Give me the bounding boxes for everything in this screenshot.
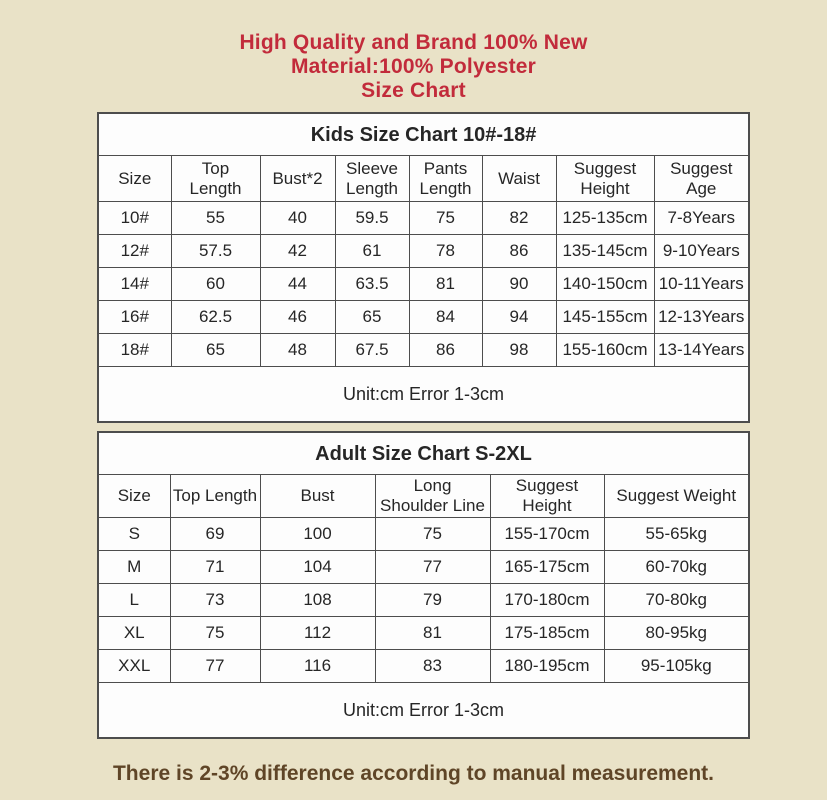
value-cell: 65 — [335, 301, 409, 334]
size-label-cell: L — [98, 584, 170, 617]
value-cell: 55-65kg — [604, 518, 749, 551]
size-label-cell: 12# — [98, 235, 171, 268]
value-cell: 79 — [375, 584, 490, 617]
unit-note: Unit:cm Error 1-3cm — [98, 367, 749, 423]
value-cell: 135-145cm — [556, 235, 654, 268]
value-cell: 78 — [409, 235, 482, 268]
adult-size-chart-table — [97, 431, 750, 739]
data-row — [98, 551, 749, 584]
value-cell: 86 — [482, 235, 556, 268]
value-cell: 7-8Years — [654, 202, 749, 235]
value-cell: 95-105kg — [604, 650, 749, 683]
value-cell: 57.5 — [171, 235, 260, 268]
value-cell: 42 — [260, 235, 335, 268]
data-row — [98, 518, 749, 551]
value-cell: 73 — [170, 584, 260, 617]
column-header-waist: Waist — [482, 156, 556, 202]
measurement-disclaimer: There is 2-3% difference according to manual measurement. — [112, 762, 715, 785]
value-cell: 65 — [171, 334, 260, 367]
header-line-quality: High Quality and Brand 100% New — [239, 31, 588, 54]
value-cell: 100 — [260, 518, 375, 551]
value-cell: 46 — [260, 301, 335, 334]
size-label-cell: XL — [98, 617, 170, 650]
column-header-bust-2: Bust*2 — [260, 156, 335, 202]
data-row — [98, 584, 749, 617]
size-label-cell: 10# — [98, 202, 171, 235]
title-row — [98, 432, 749, 475]
header-line-material: Material:100% Polyester — [290, 55, 537, 78]
column-header-sleeve-length: Sleeve Length — [335, 156, 409, 202]
size-label-cell: 16# — [98, 301, 171, 334]
value-cell: 94 — [482, 301, 556, 334]
value-cell: 70-80kg — [604, 584, 749, 617]
value-cell: 90 — [482, 268, 556, 301]
column-header-size: Size — [98, 156, 171, 202]
header-row — [98, 475, 749, 518]
value-cell: 170-180cm — [490, 584, 604, 617]
value-cell: 84 — [409, 301, 482, 334]
data-row — [98, 202, 749, 235]
value-cell: 40 — [260, 202, 335, 235]
value-cell: 61 — [335, 235, 409, 268]
header-row — [98, 156, 749, 202]
column-header-suggest-weight: Suggest Weight — [604, 475, 749, 518]
value-cell: 71 — [170, 551, 260, 584]
data-row — [98, 650, 749, 683]
value-cell: 44 — [260, 268, 335, 301]
size-label-cell: M — [98, 551, 170, 584]
value-cell: 55 — [171, 202, 260, 235]
data-row — [98, 268, 749, 301]
data-row — [98, 617, 749, 650]
value-cell: 155-160cm — [556, 334, 654, 367]
column-header-suggest-height: Suggest Height — [490, 475, 604, 518]
column-header-size: Size — [98, 475, 170, 518]
value-cell: 48 — [260, 334, 335, 367]
kids-size-chart-table — [97, 112, 750, 423]
value-cell: 75 — [170, 617, 260, 650]
column-header-suggest-age: Suggest Age — [654, 156, 749, 202]
data-row — [98, 301, 749, 334]
size-label-cell: S — [98, 518, 170, 551]
column-header-pants-length: Pants Length — [409, 156, 482, 202]
value-cell: 112 — [260, 617, 375, 650]
value-cell: 13-14Years — [654, 334, 749, 367]
value-cell: 59.5 — [335, 202, 409, 235]
unit-note: Unit:cm Error 1-3cm — [98, 683, 749, 739]
value-cell: 175-185cm — [490, 617, 604, 650]
header-line-size-chart: Size Chart — [361, 79, 466, 102]
value-cell: 145-155cm — [556, 301, 654, 334]
column-header-bust: Bust — [260, 475, 375, 518]
value-cell: 98 — [482, 334, 556, 367]
value-cell: 75 — [375, 518, 490, 551]
size-label-cell: 18# — [98, 334, 171, 367]
value-cell: 83 — [375, 650, 490, 683]
table-title: Kids Size Chart 10#-18# — [98, 113, 749, 156]
value-cell: 80-95kg — [604, 617, 749, 650]
value-cell: 125-135cm — [556, 202, 654, 235]
value-cell: 60-70kg — [604, 551, 749, 584]
note-row — [98, 367, 749, 423]
value-cell: 81 — [375, 617, 490, 650]
value-cell: 77 — [170, 650, 260, 683]
title-row — [98, 113, 749, 156]
value-cell: 81 — [409, 268, 482, 301]
data-row — [98, 235, 749, 268]
value-cell: 104 — [260, 551, 375, 584]
column-header-top-length: Top Length — [170, 475, 260, 518]
value-cell: 165-175cm — [490, 551, 604, 584]
value-cell: 86 — [409, 334, 482, 367]
value-cell: 12-13Years — [654, 301, 749, 334]
value-cell: 10-11Years — [654, 268, 749, 301]
column-header-top-length: Top Length — [171, 156, 260, 202]
value-cell: 155-170cm — [490, 518, 604, 551]
value-cell: 60 — [171, 268, 260, 301]
column-header-long-shoulder-line: Long Shoulder Line — [375, 475, 490, 518]
value-cell: 180-195cm — [490, 650, 604, 683]
value-cell: 108 — [260, 584, 375, 617]
value-cell: 67.5 — [335, 334, 409, 367]
value-cell: 116 — [260, 650, 375, 683]
value-cell: 9-10Years — [654, 235, 749, 268]
size-label-cell: XXL — [98, 650, 170, 683]
value-cell: 62.5 — [171, 301, 260, 334]
value-cell: 77 — [375, 551, 490, 584]
table-title: Adult Size Chart S-2XL — [98, 432, 749, 475]
value-cell: 82 — [482, 202, 556, 235]
value-cell: 63.5 — [335, 268, 409, 301]
value-cell: 69 — [170, 518, 260, 551]
size-label-cell: 14# — [98, 268, 171, 301]
note-row — [98, 683, 749, 739]
column-header-suggest-height: Suggest Height — [556, 156, 654, 202]
data-row — [98, 334, 749, 367]
value-cell: 75 — [409, 202, 482, 235]
header-block — [0, 0, 827, 103]
value-cell: 140-150cm — [556, 268, 654, 301]
